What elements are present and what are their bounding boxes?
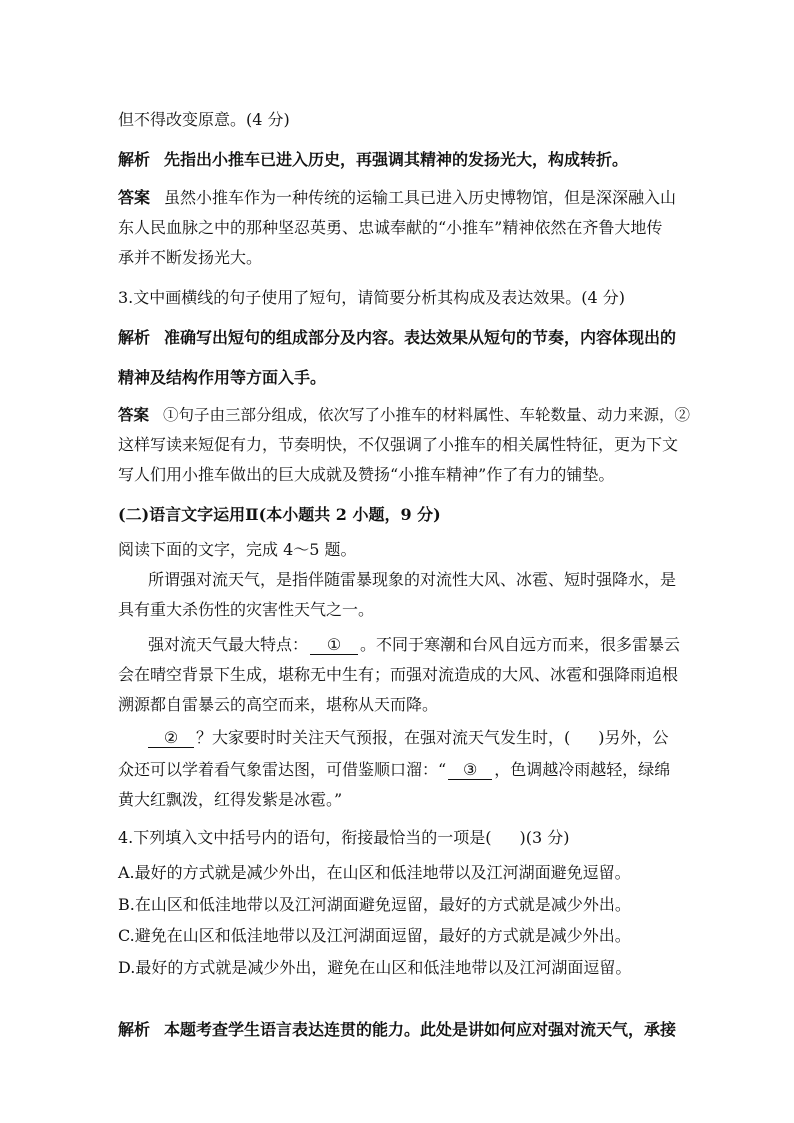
q4-analysis: 解析 本题考查学生语言表达连贯的能力。此处是讲如何应对强对流天气，承接 xyxy=(118,1020,677,1039)
passage-paragraph-2: 强对流天气最大特点： ① 。不同于寒潮和台风自远方而来，很多雷暴云 xyxy=(148,635,681,654)
passage-paragraph-3: ② ？大家要时时关注天气预报，在强对流天气发生时，( )另外，公 xyxy=(146,728,698,748)
option-c: C.避免在山区和低洼地带以及江河湖面逗留，最好的方式就是减少外出。 xyxy=(118,926,631,945)
text-line: 会在晴空背景下生成，堪称无中生有；而强对流造成的大风、冰雹和强降雨追根 xyxy=(118,665,679,684)
question-4: 4.下列填入文中括号内的语句，衔接最恰当的一项是( )(3 分) xyxy=(118,828,570,847)
passage-paragraph-1: 所谓强对流天气，是指伴随雷暴现象的对流性大风、冰雹、短时强降水，是 xyxy=(148,570,677,589)
text-line: 具有重大杀伤性的灾害性天气之一。 xyxy=(118,600,375,619)
text-line: 这样写读来短促有力，节奏明快，不仅强调了小推车的相关属性特征，更为下文 xyxy=(118,435,679,454)
blank-2: ② xyxy=(148,729,194,748)
question-3: 3.文中画横线的句子使用了短句，请简要分析其构成及表达效果。(4 分) xyxy=(118,288,626,307)
text-line: 但不得改变原意。(4 分) xyxy=(118,110,290,129)
text-line: 众还可以学着看气象雷达图，可借鉴顺口溜：“ ③ ，色调越冷雨越轻，绿绵 xyxy=(118,760,671,779)
text-line: 写人们用小推车做出的巨大成就及赞扬“小推车精神”作了有力的铺垫。 xyxy=(118,465,615,484)
option-b: B.在山区和低洼地带以及江河湖面避免逗留，最好的方式就是减少外出。 xyxy=(118,895,631,914)
text-line: 黄大红飘泼，红得发紫是冰雹。” xyxy=(118,790,343,809)
text-line: 承并不断发扬光大。 xyxy=(118,248,263,267)
blank-3: ③ xyxy=(448,761,492,780)
q2-analysis: 解析 先指出小推车已进入历史，再强调其精神的发扬光大，构成转折。 xyxy=(118,150,629,169)
text-line: 东人民血脉之中的那种坚忍英勇、忠诚奉献的“小推车”精神依然在齐鲁大地传 xyxy=(118,218,663,237)
section-heading: (二)语言文字运用Ⅱ(本小题共 2 小题，9 分) xyxy=(118,505,441,524)
reading-instruction: 阅读下面的文字，完成 4～5 题。 xyxy=(118,540,357,559)
blank-1: ① xyxy=(310,636,358,655)
q3-analysis: 解析 准确写出短句的组成部分及内容。表达效果从短句的节奏，内容体现出的 xyxy=(118,328,677,347)
q3-answer: 答案 ①句子由三部分组成，依次写了小推车的材料属性、车轮数量、动力来源，② xyxy=(118,405,691,424)
q2-answer: 答案 虽然小推车作为一种传统的运输工具已进入历史博物馆，但是深深融入山 xyxy=(118,188,677,207)
text-line: 溯源都自雷暴云的高空而来，堪称从天而降。 xyxy=(118,695,439,714)
option-d: D.最好的方式就是减少外出，避免在山区和低洼地带以及江河湖面逗留。 xyxy=(118,958,632,977)
option-a: A.最好的方式就是减少外出，在山区和低洼地带以及江河湖面避免逗留。 xyxy=(118,863,631,882)
text-line: 精神及结构作用等方面入手。 xyxy=(118,368,327,387)
